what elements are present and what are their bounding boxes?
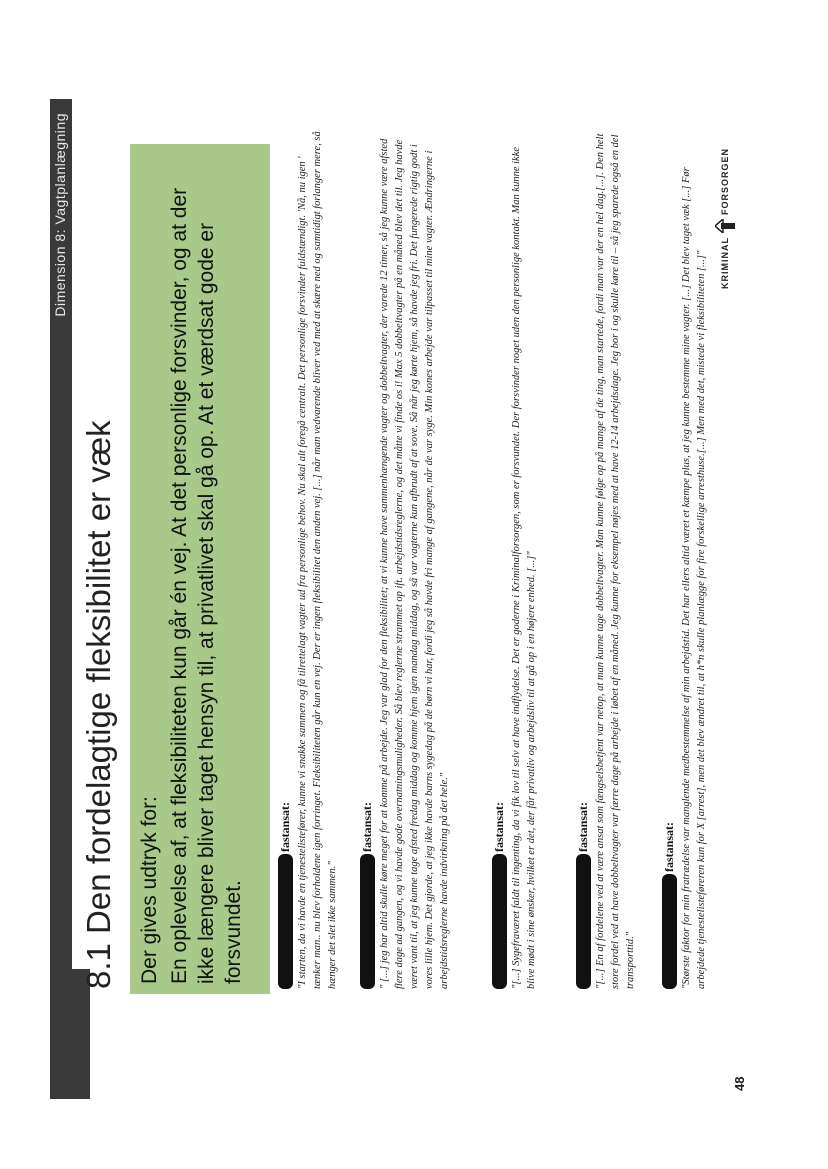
quote-block (662, 129, 709, 989)
header-bar (50, 99, 72, 1099)
redaction (492, 854, 507, 989)
quote-block (360, 129, 452, 989)
speaker-label: fastansat: (278, 802, 292, 852)
quote-text: "[...] Sygefraværet faldt til ingenting, da vi fik lov til selv at have indflydelse. Det er goderne i Kriminalforsorgen, som er forsvundet. Der forsvinder noget uden den personlige kontakt. Man kunne ikke blive mødt i sine ønsker, hvilket er det, der får privatliv og arbejdsliv til at gå op i en højere enhed. [...]" (511, 146, 537, 989)
quote-text: " [...] jeg har altid skulle køre meget for at komme på arbejde. Jeg var glad for den fleksibilitet; at vi kunne have sammenhængende vagter og dobbeltvagter, der varede 12 timer, så jeg kunne være afsted flere dage ad gangen, og vi havde gode overnatningsmuligheder. Så blev reglerne strammet op ift. arbejdstidsreglerne, og det måtte vi finde os i! Max 5 dobbeltvagter på en måned blev det til. Jeg havde været vant til, at jeg kunne tage afsted fredag middag og komme hjem igen mandag middag, og så var vagterne kun afbrudt af at sove. Så når jeg kørte hjem, så havde jeg fri. Det fungerede rigtig godt i vores lille hjem. Det gjorde, at jeg ikke havde barns sygedag på de børn vi har, fordi jeg så havde fri mange af gangene, når de var syge. Min kones arbejde var tilpasset til mine vagter. Ændringerne i arbejdstidsreglerne havde indvirkning på det hele." (379, 138, 450, 989)
page-number: 48 (732, 1076, 747, 1091)
logo-icon (715, 219, 735, 233)
logo-text-left: KRIMINAL (720, 237, 730, 289)
speaker-label: fastansat: (360, 802, 374, 852)
redaction (360, 854, 375, 989)
kriminalforsorgen-logo (715, 148, 735, 289)
redaction (662, 874, 677, 989)
quote-text: "[...] En af fordelene ved at være ansat som fængselsbetjent var netop, at man kunne tage dobbeltvagter. Man kunne følge op på mange af de ting, man startede, fordi man var der en hel dag.[...]. Den helt store fordel ved at have dobbeltvagter var færre dage på arbejde i løbet af en måned. Jeg kunne for eksempel nøjes med at have 12-14 arbejdsdage. Jeg bor i og skulle køre til – så jeg sparede også en del transporttid." (595, 133, 636, 989)
dimension-label: Dimension 8: Vagtplanlægning (52, 113, 68, 317)
quote-text: "Største faktor for min fratrædelse var manglende medbestemmelse af min arbejdstid. Det har ellers altid været et kæmpe plus, at jeg kunne bestemme mine vagter. [...] Det blev taget væk [...] Før arbejdede tjenestelisteføreren kun for X [arrest], men det blev ændret til, at h*n skulle planlægge for fire forskellige arresthuse.[...] Men med det, mistede vi fleksibiliteten [...]" (681, 167, 707, 989)
quote-block (576, 129, 638, 989)
summary-box (130, 144, 270, 994)
summary-text: En oplevelse af, at fleksibiliteten kun går én vej. At det personlige forsvinder, og at der ikke længere bliver taget hensyn til, at privatlivet skal gå op. At et værdsat gode er forsvundet. (168, 187, 245, 984)
speaker-label: fastansat: (492, 802, 506, 852)
page-title: 8.1 Den fordelagtige fleksibilitet er væk (80, 420, 117, 989)
logo-text-right: FORSORGEN (720, 147, 730, 215)
speaker-label: fastansat: (662, 822, 676, 872)
summary-heading: Der gives udtryk for: (138, 796, 161, 984)
quote-block (492, 129, 539, 989)
quote-block (278, 129, 340, 989)
speaker-label: fastansat: (576, 802, 590, 852)
redaction (576, 854, 591, 989)
redaction (278, 854, 293, 989)
quote-text: "I starten, da vi havde en tjenestelistefører, kunne vi snakke sammen og få tilrettelagt vagter ud fra personlige behov. Nu skal alt foregå centralt. Det personlige forsvinder fuldstændigt. 'Nå, nu igen ' tænker man.. nu blev forholdene igen forringet. Fleksibiliteten går kun en vej. Der er ingen fleksibilitet den anden vej. [...] når man vedvarende bliver ved med at skære ned og samtidigt forlanger mere, så hænger det slet ikke sammen." (297, 131, 338, 989)
